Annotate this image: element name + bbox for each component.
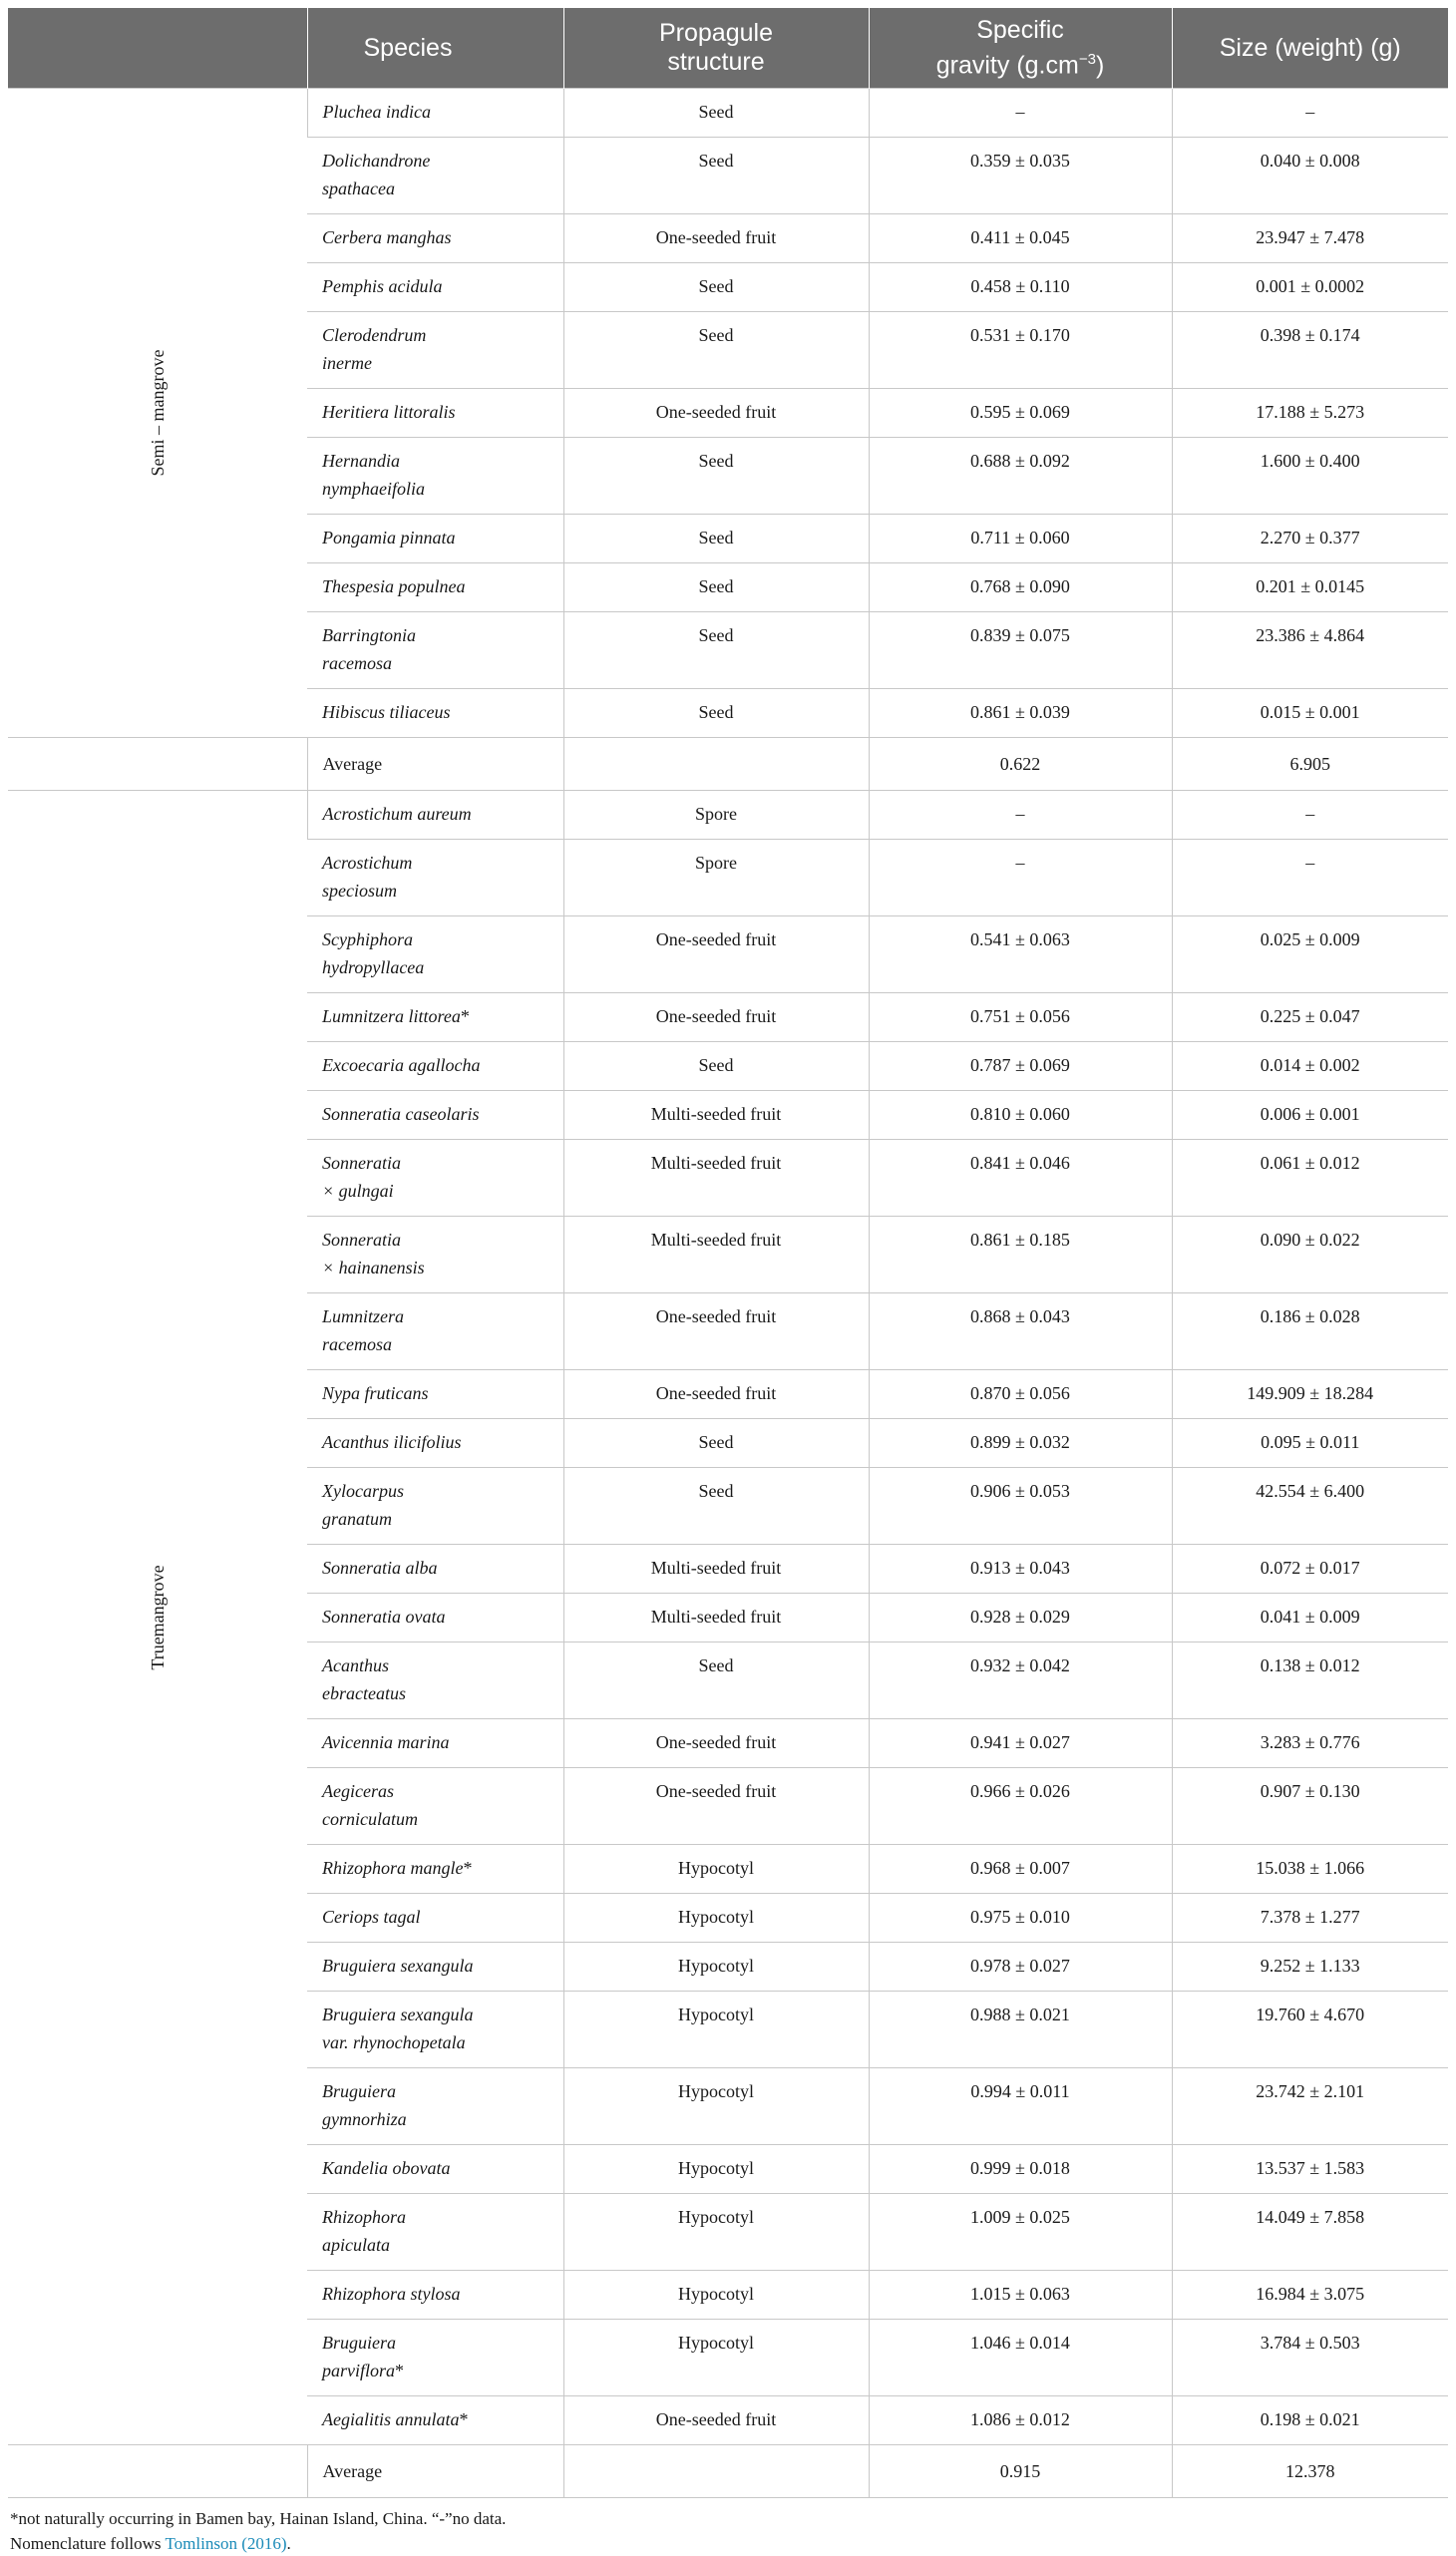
species-cell: [307, 1140, 563, 1217]
species-name-line: Kandelia obovata: [322, 2158, 451, 2178]
species-cell: [307, 1768, 563, 1845]
species-name-line: racemosa: [322, 653, 392, 673]
propagule-structure-cell: Seed: [563, 689, 869, 738]
specific-gravity-cell: –: [869, 791, 1172, 840]
specific-gravity-cell: 1.086 ± 0.012: [869, 2396, 1172, 2445]
species-name-line: Lumnitzera littorea: [322, 1006, 461, 1026]
species-cell: [307, 438, 563, 515]
header-propagule-line2: structure: [667, 48, 765, 76]
header-gravity-line1: Specific: [976, 15, 1064, 44]
species-cell: [307, 1894, 563, 1943]
size-weight-cell: 149.909 ± 18.284: [1172, 1370, 1448, 1419]
table-footnotes: [8, 2506, 1448, 2556]
propagule-structure-cell: Spore: [563, 840, 869, 916]
species-name-line: Bruguiera sexangula: [322, 2005, 474, 2024]
propagule-structure-cell: Seed: [563, 312, 869, 389]
species-cell: [307, 1042, 563, 1091]
footnote-suffix: .: [286, 2534, 291, 2553]
specific-gravity-cell: 1.046 ± 0.014: [869, 2320, 1172, 2396]
propagule-structure-cell: Hypocotyl: [563, 2320, 869, 2396]
specific-gravity-cell: 0.787 ± 0.069: [869, 1042, 1172, 1091]
species-name-line: Hibiscus tiliaceus: [322, 702, 451, 722]
propagule-structure-cell: Hypocotyl: [563, 2271, 869, 2320]
species-name-line: Scyphiphora: [322, 929, 413, 949]
species-cell: [307, 1293, 563, 1370]
species-name-line: Aegiceras: [322, 1781, 394, 1801]
propagule-structure-cell: One-seeded fruit: [563, 1719, 869, 1768]
species-name-line: × hainanensis: [322, 1258, 425, 1278]
species-name-line: gymnorhiza: [322, 2109, 407, 2129]
size-weight-cell: 13.537 ± 1.583: [1172, 2145, 1448, 2194]
not-in-bamen-bay-marker: *: [463, 1858, 473, 1878]
propagule-structure-cell: Seed: [563, 1643, 869, 1719]
average-structure-blank: [563, 738, 869, 791]
specific-gravity-cell: –: [869, 840, 1172, 916]
species-name-line: Xylocarpus: [322, 1481, 404, 1501]
propagule-structure-cell: Seed: [563, 263, 869, 312]
species-name-line: Sonneratia: [322, 1230, 401, 1250]
species-name-line: Rhizophora stylosa: [322, 2284, 461, 2304]
species-name-line: Hernandia: [322, 451, 400, 471]
specific-gravity-cell: 1.009 ± 0.025: [869, 2194, 1172, 2271]
propagule-structure-cell: Multi-seeded fruit: [563, 1091, 869, 1140]
species-name-line: Pluchea indica: [322, 102, 431, 122]
average-label: Average: [307, 2445, 563, 2498]
species-name-line: Avicennia marina: [322, 1732, 450, 1752]
size-weight-cell: 0.095 ± 0.011: [1172, 1419, 1448, 1468]
specific-gravity-cell: 0.531 ± 0.170: [869, 312, 1172, 389]
size-weight-cell: 0.001 ± 0.0002: [1172, 263, 1448, 312]
propagule-structure-cell: One-seeded fruit: [563, 214, 869, 263]
species-name-line: Bruguiera: [322, 2081, 396, 2101]
species-name-line: speciosum: [322, 881, 397, 901]
average-structure-blank: [563, 2445, 869, 2498]
species-name-line: Clerodendrum: [322, 325, 427, 345]
species-name-line: Heritiera littoralis: [322, 402, 456, 422]
size-weight-cell: 0.014 ± 0.002: [1172, 1042, 1448, 1091]
size-weight-cell: 0.201 ± 0.0145: [1172, 563, 1448, 612]
footnote-line2: [10, 2531, 1448, 2556]
propagule-structure-cell: One-seeded fruit: [563, 916, 869, 993]
species-name-line: Barringtonia: [322, 625, 417, 645]
propagule-structure-cell: Seed: [563, 612, 869, 689]
size-weight-cell: 0.090 ± 0.022: [1172, 1217, 1448, 1293]
species-cell: [307, 389, 563, 438]
species-cell: [307, 2194, 563, 2271]
propagule-structure-cell: One-seeded fruit: [563, 1768, 869, 1845]
average-group-blank: [8, 738, 307, 791]
specific-gravity-cell: 0.968 ± 0.007: [869, 1845, 1172, 1894]
propagule-structure-cell: Hypocotyl: [563, 2194, 869, 2271]
specific-gravity-cell: 0.751 ± 0.056: [869, 993, 1172, 1042]
not-in-bamen-bay-marker: *: [460, 1006, 470, 1026]
header-gravity-line2: gravity (g.cm: [935, 51, 1079, 80]
group-label-cell: [8, 791, 307, 2445]
table-row: [8, 89, 1448, 138]
size-weight-cell: 0.061 ± 0.012: [1172, 1140, 1448, 1217]
species-name-line: Nypa fruticans: [322, 1383, 429, 1403]
header-propagule-line1: Propagule: [659, 19, 773, 47]
table-header: [8, 8, 1448, 89]
species-name-line: granatum: [322, 1509, 393, 1529]
species-cell: [307, 312, 563, 389]
species-name-line: Aegialitis annulata: [322, 2409, 460, 2429]
species-cell: [307, 2320, 563, 2396]
size-weight-cell: –: [1172, 840, 1448, 916]
size-weight-cell: 15.038 ± 1.066: [1172, 1845, 1448, 1894]
propagule-structure-cell: Hypocotyl: [563, 1992, 869, 2068]
species-cell: [307, 1992, 563, 2068]
specific-gravity-cell: 0.458 ± 0.110: [869, 263, 1172, 312]
header-species: Species: [307, 8, 563, 89]
species-cell: [307, 563, 563, 612]
specific-gravity-cell: 0.841 ± 0.046: [869, 1140, 1172, 1217]
propagule-structure-cell: Seed: [563, 89, 869, 138]
species-name-line: hydropyllacea: [322, 957, 425, 977]
propagule-structure-cell: Seed: [563, 1468, 869, 1545]
specific-gravity-cell: 0.810 ± 0.060: [869, 1091, 1172, 1140]
propagule-structure-cell: Seed: [563, 1042, 869, 1091]
species-cell: [307, 840, 563, 916]
size-weight-cell: 0.138 ± 0.012: [1172, 1643, 1448, 1719]
size-weight-cell: 0.907 ± 0.130: [1172, 1768, 1448, 1845]
specific-gravity-cell: 0.913 ± 0.043: [869, 1545, 1172, 1594]
specific-gravity-cell: 1.015 ± 0.063: [869, 2271, 1172, 2320]
size-weight-cell: 23.386 ± 4.864: [1172, 612, 1448, 689]
header-gravity-close: ): [1095, 51, 1105, 80]
propagule-structure-cell: One-seeded fruit: [563, 1293, 869, 1370]
size-weight-cell: 0.072 ± 0.017: [1172, 1545, 1448, 1594]
size-weight-cell: 0.015 ± 0.001: [1172, 689, 1448, 738]
size-weight-cell: 23.947 ± 7.478: [1172, 214, 1448, 263]
species-cell: [307, 1643, 563, 1719]
specific-gravity-cell: 0.861 ± 0.039: [869, 689, 1172, 738]
average-specific-gravity: 0.915: [869, 2445, 1172, 2498]
size-weight-cell: 19.760 ± 4.670: [1172, 1992, 1448, 2068]
average-specific-gravity: 0.622: [869, 738, 1172, 791]
size-weight-cell: 0.186 ± 0.028: [1172, 1293, 1448, 1370]
size-weight-cell: 42.554 ± 6.400: [1172, 1468, 1448, 1545]
specific-gravity-cell: 0.839 ± 0.075: [869, 612, 1172, 689]
size-weight-cell: –: [1172, 89, 1448, 138]
species-name-line: Acrostichum aureum: [322, 804, 472, 824]
species-name-line: Cerbera manghas: [322, 227, 452, 247]
average-row: [8, 738, 1448, 791]
species-cell: [307, 2271, 563, 2320]
specific-gravity-cell: 0.861 ± 0.185: [869, 1217, 1172, 1293]
species-cell: [307, 214, 563, 263]
species-name-line: apiculata: [322, 2235, 390, 2255]
species-name-line: parviflora: [322, 2361, 396, 2380]
table-container: [8, 8, 1448, 2556]
average-label: Average: [307, 738, 563, 791]
group-label: Semi – mangrove: [148, 349, 168, 477]
species-name-line: inerme: [322, 353, 372, 373]
specific-gravity-cell: 0.988 ± 0.021: [869, 1992, 1172, 2068]
propagule-structure-cell: Hypocotyl: [563, 2068, 869, 2145]
average-size-weight: 12.378: [1172, 2445, 1448, 2498]
size-weight-cell: –: [1172, 791, 1448, 840]
species-name-line: Dolichandrone: [322, 151, 431, 171]
species-cell: [307, 1091, 563, 1140]
table-row: [8, 791, 1448, 840]
size-weight-cell: 0.041 ± 0.009: [1172, 1594, 1448, 1643]
species-cell: [307, 1370, 563, 1419]
specific-gravity-cell: 0.978 ± 0.027: [869, 1943, 1172, 1992]
propagule-structure-cell: Seed: [563, 1419, 869, 1468]
group-label-cell: [8, 89, 307, 738]
size-weight-cell: 0.040 ± 0.008: [1172, 138, 1448, 214]
propagule-structure-cell: One-seeded fruit: [563, 389, 869, 438]
propagule-structure-cell: Seed: [563, 563, 869, 612]
propagule-structure-cell: Multi-seeded fruit: [563, 1140, 869, 1217]
size-weight-cell: 0.025 ± 0.009: [1172, 916, 1448, 993]
species-cell: [307, 263, 563, 312]
size-weight-cell: 0.398 ± 0.174: [1172, 312, 1448, 389]
species-name-line: ebracteatus: [322, 1683, 406, 1703]
species-name-line: Ceriops tagal: [322, 1907, 421, 1927]
propagule-structure-cell: Hypocotyl: [563, 1943, 869, 1992]
header-specific-gravity: [869, 8, 1172, 89]
propagule-structure-cell: One-seeded fruit: [563, 2396, 869, 2445]
species-cell: [307, 1719, 563, 1768]
propagule-structure-cell: One-seeded fruit: [563, 993, 869, 1042]
propagule-structure-cell: Hypocotyl: [563, 1845, 869, 1894]
propagule-structure-cell: One-seeded fruit: [563, 1370, 869, 1419]
species-name-line: spathacea: [322, 179, 395, 198]
size-weight-cell: 7.378 ± 1.277: [1172, 1894, 1448, 1943]
size-weight-cell: 3.784 ± 0.503: [1172, 2320, 1448, 2396]
size-weight-cell: 1.600 ± 0.400: [1172, 438, 1448, 515]
species-cell: [307, 1217, 563, 1293]
size-weight-cell: 3.283 ± 0.776: [1172, 1719, 1448, 1768]
propagule-structure-cell: Seed: [563, 515, 869, 563]
average-size-weight: 6.905: [1172, 738, 1448, 791]
size-weight-cell: 17.188 ± 5.273: [1172, 389, 1448, 438]
species-cell: [307, 1545, 563, 1594]
species-name-line: Bruguiera: [322, 2333, 396, 2353]
specific-gravity-cell: 0.932 ± 0.042: [869, 1643, 1172, 1719]
species-name-line: Sonneratia alba: [322, 1558, 438, 1578]
size-weight-cell: 14.049 ± 7.858: [1172, 2194, 1448, 2271]
species-name-line: Lumnitzera: [322, 1306, 405, 1326]
species-name-line: Excoecaria agallocha: [322, 1055, 481, 1075]
species-name-line: Bruguiera sexangula: [322, 1956, 474, 1976]
propagule-structure-cell: Multi-seeded fruit: [563, 1217, 869, 1293]
species-name-line: Thespesia populnea: [322, 576, 466, 596]
header-gravity-sup: −3: [1078, 50, 1096, 68]
table-body: [8, 89, 1448, 2498]
specific-gravity-cell: 0.870 ± 0.056: [869, 1370, 1172, 1419]
size-weight-cell: 0.198 ± 0.021: [1172, 2396, 1448, 2445]
specific-gravity-cell: 0.975 ± 0.010: [869, 1894, 1172, 1943]
not-in-bamen-bay-marker: *: [459, 2409, 469, 2429]
not-in-bamen-bay-marker: *: [395, 2361, 405, 2380]
species-cell: [307, 1419, 563, 1468]
average-row: [8, 2445, 1448, 2498]
header-group-blank: [8, 8, 307, 89]
size-weight-cell: 2.270 ± 0.377: [1172, 515, 1448, 563]
propagule-structure-cell: Seed: [563, 438, 869, 515]
species-cell: [307, 1845, 563, 1894]
specific-gravity-cell: 0.711 ± 0.060: [869, 515, 1172, 563]
specific-gravity-cell: 0.541 ± 0.063: [869, 916, 1172, 993]
species-cell: [307, 89, 563, 138]
species-cell: [307, 791, 563, 840]
propagule-structure-cell: Spore: [563, 791, 869, 840]
species-cell: [307, 1943, 563, 1992]
specific-gravity-cell: 0.906 ± 0.053: [869, 1468, 1172, 1545]
specific-gravity-cell: 0.899 ± 0.032: [869, 1419, 1172, 1468]
footnote-line1: *not naturally occurring in Bamen bay, Hainan Island, China. “-”no data.: [10, 2509, 507, 2528]
species-cell: [307, 138, 563, 214]
species-cell: [307, 2396, 563, 2445]
reference-link[interactable]: Tomlinson (2016): [165, 2534, 287, 2553]
size-weight-cell: 0.006 ± 0.001: [1172, 1091, 1448, 1140]
species-cell: [307, 1468, 563, 1545]
size-weight-cell: 0.225 ± 0.047: [1172, 993, 1448, 1042]
species-name-line: nymphaeifolia: [322, 479, 425, 499]
species-cell: [307, 2145, 563, 2194]
species-name-line: Sonneratia caseolaris: [322, 1104, 480, 1124]
footnote-prefix: Nomenclature follows: [10, 2534, 166, 2553]
species-name-line: Sonneratia ovata: [322, 1607, 446, 1627]
header-propagule-structure: [563, 8, 869, 89]
size-weight-cell: 9.252 ± 1.133: [1172, 1943, 1448, 1992]
propagule-structure-cell: Multi-seeded fruit: [563, 1545, 869, 1594]
specific-gravity-cell: –: [869, 89, 1172, 138]
species-cell: [307, 689, 563, 738]
species-name-line: var. rhynochopetala: [322, 2032, 466, 2052]
data-table: [8, 8, 1448, 2498]
species-name-line: Pemphis acidula: [322, 276, 443, 296]
group-label: Truemangrove: [148, 1565, 168, 1670]
species-name-line: Rhizophora mangle: [322, 1858, 464, 1878]
species-name-line: Pongamia pinnata: [322, 528, 456, 548]
specific-gravity-cell: 0.994 ± 0.011: [869, 2068, 1172, 2145]
species-name-line: Sonneratia: [322, 1153, 401, 1173]
propagule-structure-cell: Hypocotyl: [563, 2145, 869, 2194]
specific-gravity-cell: 0.768 ± 0.090: [869, 563, 1172, 612]
average-group-blank: [8, 2445, 307, 2498]
species-name-line: racemosa: [322, 1334, 392, 1354]
specific-gravity-cell: 0.359 ± 0.035: [869, 138, 1172, 214]
species-cell: [307, 1594, 563, 1643]
species-name-line: Acanthus ilicifolius: [322, 1432, 462, 1452]
specific-gravity-cell: 0.411 ± 0.045: [869, 214, 1172, 263]
propagule-structure-cell: Hypocotyl: [563, 1894, 869, 1943]
specific-gravity-cell: 0.868 ± 0.043: [869, 1293, 1172, 1370]
specific-gravity-cell: 0.966 ± 0.026: [869, 1768, 1172, 1845]
species-name-line: corniculatum: [322, 1809, 418, 1829]
propagule-structure-cell: Multi-seeded fruit: [563, 1594, 869, 1643]
propagule-structure-cell: Seed: [563, 138, 869, 214]
species-name-line: Acanthus: [322, 1655, 389, 1675]
species-cell: [307, 2068, 563, 2145]
specific-gravity-cell: 0.928 ± 0.029: [869, 1594, 1172, 1643]
specific-gravity-cell: 0.688 ± 0.092: [869, 438, 1172, 515]
species-cell: [307, 515, 563, 563]
specific-gravity-cell: 0.595 ± 0.069: [869, 389, 1172, 438]
header-size-weight: Size (weight) (g): [1172, 8, 1448, 89]
specific-gravity-cell: 0.999 ± 0.018: [869, 2145, 1172, 2194]
species-name-line: Acrostichum: [322, 853, 413, 873]
size-weight-cell: 16.984 ± 3.075: [1172, 2271, 1448, 2320]
species-name-line: × gulngai: [322, 1181, 394, 1201]
size-weight-cell: 23.742 ± 2.101: [1172, 2068, 1448, 2145]
specific-gravity-cell: 0.941 ± 0.027: [869, 1719, 1172, 1768]
species-cell: [307, 612, 563, 689]
species-cell: [307, 916, 563, 993]
species-name-line: Rhizophora: [322, 2207, 407, 2227]
species-cell: [307, 993, 563, 1042]
